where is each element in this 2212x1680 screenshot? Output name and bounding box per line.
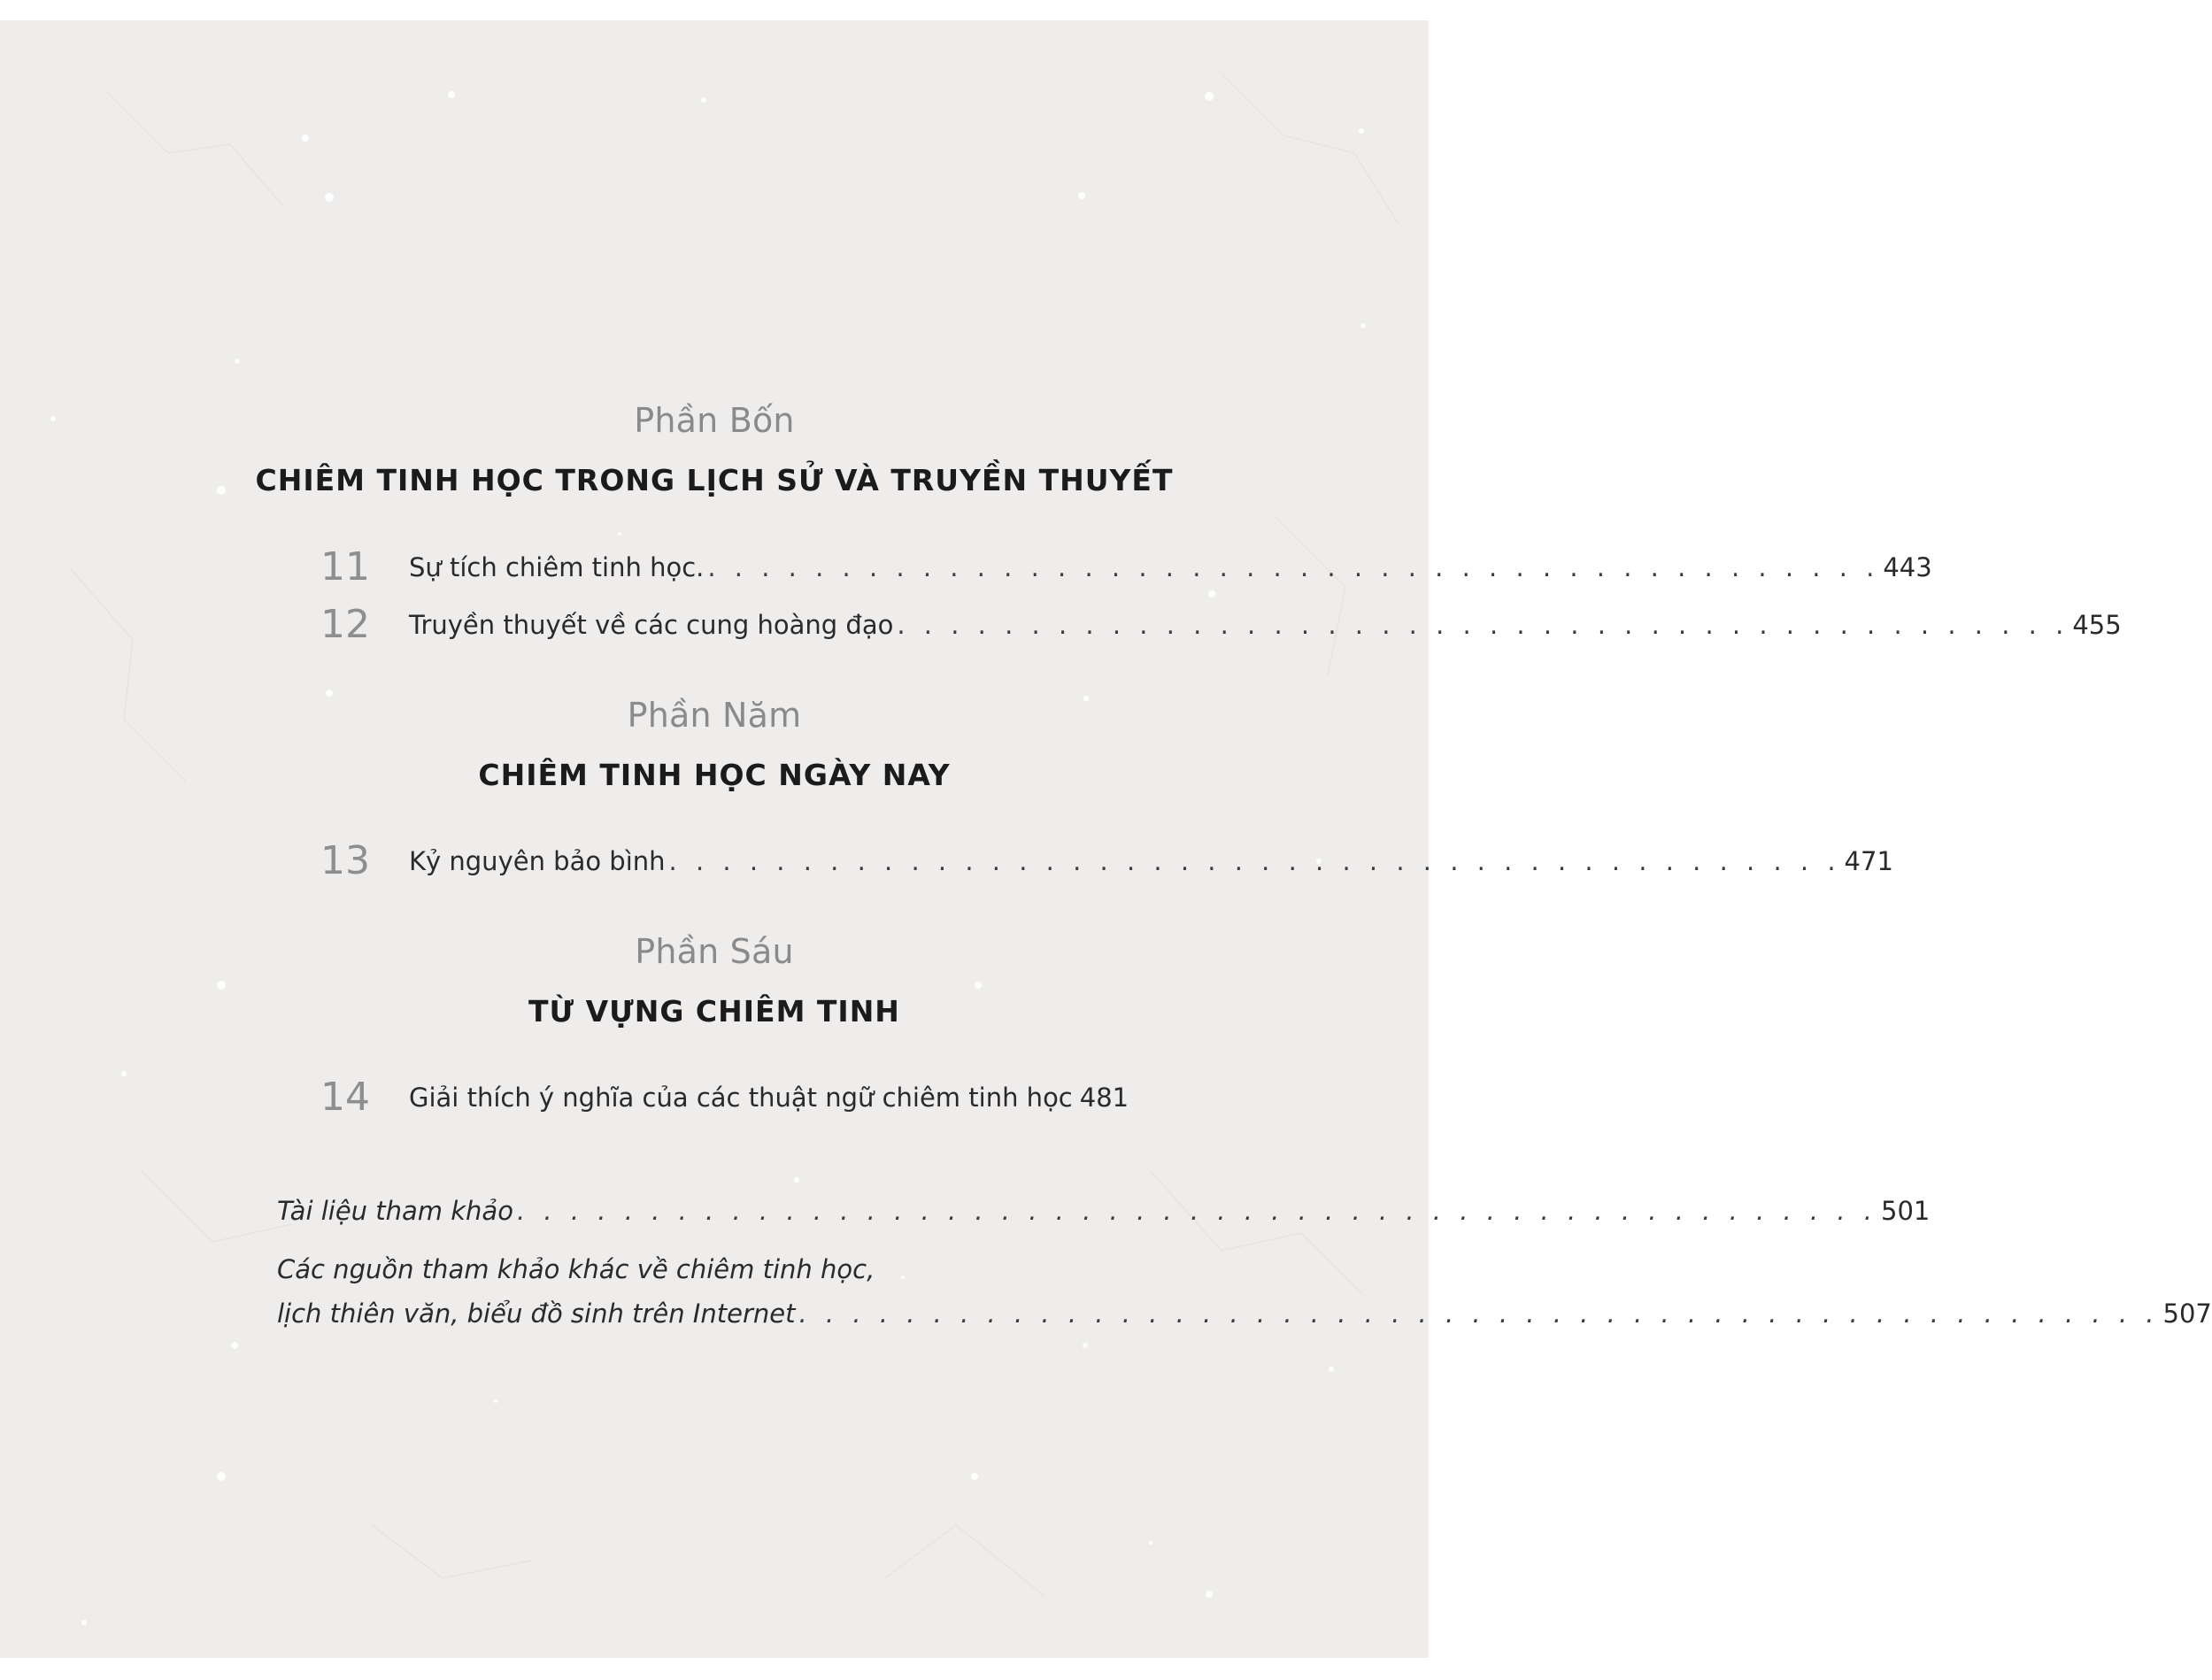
chapter-title: Giải thích ý nghĩa của các thuật ngữ chiêm tinh học bbox=[409, 1083, 1073, 1113]
part-label: Phần Năm bbox=[627, 696, 802, 735]
page-number: 455 bbox=[2072, 610, 2122, 640]
page-number: 507 bbox=[2162, 1299, 2212, 1329]
reference-line bbox=[277, 1189, 1931, 1233]
toc-line bbox=[409, 600, 2122, 650]
chapter-number: 14 bbox=[320, 1075, 370, 1120]
reference-entry[interactable] bbox=[277, 1247, 2212, 1336]
reference-line bbox=[277, 1291, 2212, 1336]
page-number: 471 bbox=[1844, 846, 1893, 876]
chapter-title: Kỷ nguyên bảo bình bbox=[409, 846, 666, 876]
reference-entry[interactable] bbox=[277, 1189, 1931, 1233]
part-title: CHIÊM TINH HỌC NGÀY NAY bbox=[478, 758, 951, 792]
dot-leader: . . . . . . . . . . . . . . . . . . . . . . . . . . . . . . . . . . . . . . . . . . . . . . . . . . . bbox=[798, 1299, 2160, 1329]
reference-title: Tài liệu tham khảo bbox=[277, 1196, 513, 1226]
book-page bbox=[0, 20, 2212, 1658]
reference-title-line1: Các nguồn tham khảo khác về chiêm tinh học, bbox=[277, 1254, 875, 1284]
part-label: Phần Bốn bbox=[634, 401, 795, 440]
chapter-title: Truyền thuyết về các cung hoàng đạo bbox=[409, 610, 894, 640]
dot-leader: . . . . . . . . . . . . . . . . . . . . . . . . . . . . . . . . . . . . . . . . . . . . bbox=[707, 552, 1880, 582]
chapter-number: 12 bbox=[320, 602, 370, 647]
toc-line bbox=[409, 836, 1893, 886]
page-number: 481 bbox=[1079, 1083, 1129, 1113]
toc-line bbox=[409, 1073, 1129, 1122]
dot-leader: . . . . . . . . . . . . . . . . . . . . . . . . . . . . . . . . . . . . . . . . . . . . bbox=[897, 610, 2069, 640]
dot-leader: . . . . . . . . . . . . . . . . . . . . . . . . . . . . . . . . . . . . . . . . . . . . . . . . . . . bbox=[516, 1196, 1877, 1226]
chapter-number: 11 bbox=[320, 544, 370, 590]
part-title: CHIÊM TINH HỌC TRONG LỊCH SỬ VÀ TRUYỀN THUYẾT bbox=[255, 463, 1174, 497]
page-number: 501 bbox=[1881, 1196, 1931, 1226]
reference-title-line2: lịch thiên văn, biểu đồ sinh trên Internet bbox=[277, 1299, 796, 1329]
page-number: 443 bbox=[1883, 552, 1932, 582]
toc-entry[interactable] bbox=[320, 600, 2122, 650]
chapter-number: 13 bbox=[320, 838, 370, 883]
toc-entry[interactable] bbox=[320, 1073, 1129, 1122]
chapter-title: Sự tích chiêm tinh học. bbox=[409, 552, 705, 582]
part-label: Phần Sáu bbox=[635, 932, 794, 971]
part-title: TỪ VỰNG CHIÊM TINH bbox=[528, 994, 900, 1029]
toc-entry[interactable] bbox=[320, 836, 1893, 886]
dot-leader: . . . . . . . . . . . . . . . . . . . . . . . . . . . . . . . . . . . . . . . . . . . . bbox=[668, 846, 1841, 876]
toc-line bbox=[409, 543, 1932, 592]
toc-entry[interactable] bbox=[320, 543, 1932, 592]
